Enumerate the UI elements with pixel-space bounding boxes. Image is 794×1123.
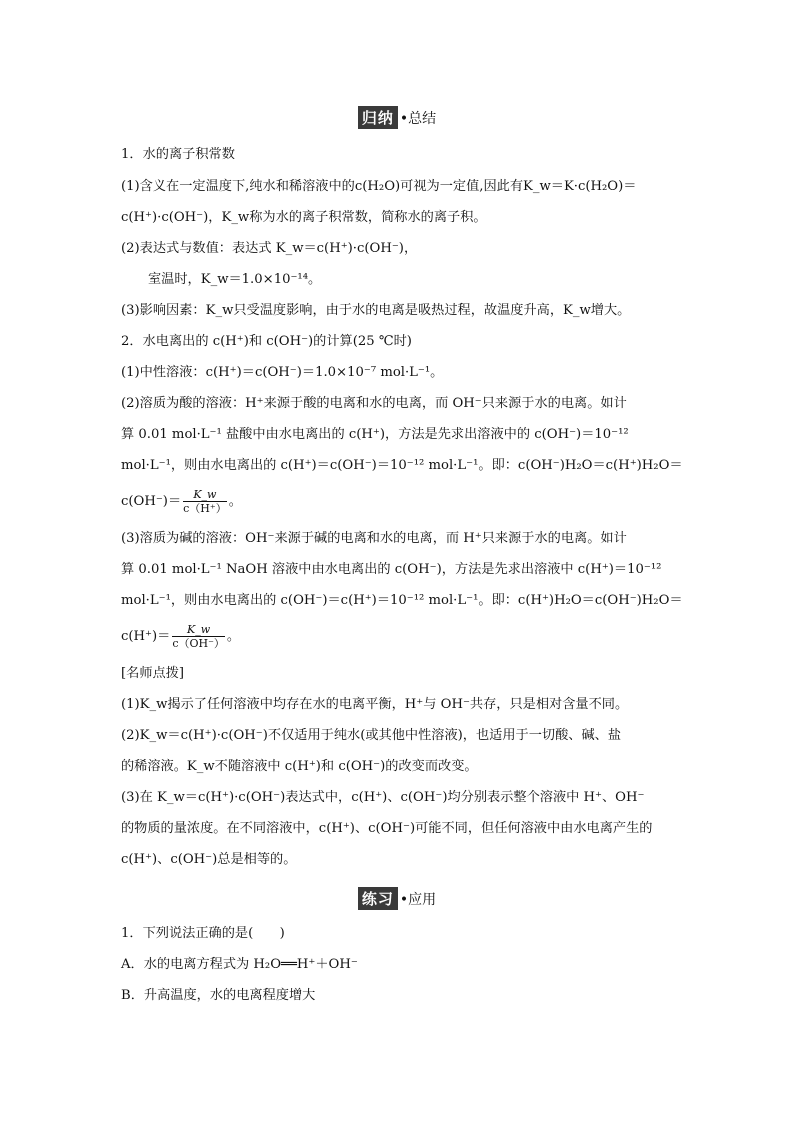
paragraph-line: (2)溶质为酸的溶液：H⁺来源于酸的电离和水的电离，而 OH⁻只来源于水的电离。如计 — [121, 396, 627, 411]
paragraph-line: (1)含义在一定温度下,纯水和稀溶液中的c(H₂O)可视为一定值,因此有K_w＝K·c(H₂O)＝ — [121, 179, 637, 194]
tip-label: [名师点拨] — [121, 666, 185, 681]
fraction — [183, 488, 227, 515]
topic-title-2: 2．水电离出的 c(H⁺)和 c(OH⁻)的计算(25 ℃时) — [121, 334, 412, 349]
paragraph-line: (3)影响因素：K_w只受温度影响，由于水的电离是吸热过程，故温度升高，K_w增大。 — [121, 303, 631, 318]
section-subtitle: •应用 — [399, 892, 437, 908]
formula-lhs: c(OH⁻)＝ — [121, 494, 182, 509]
section-heading-summary — [0, 106, 794, 129]
section-badge: 练习 — [358, 887, 398, 910]
fraction-denominator: c（OH⁻） — [172, 637, 225, 650]
fraction-numerator: K_w — [183, 488, 227, 502]
paragraph-line: mol·L⁻¹，则由水电离出的 c(OH⁻)＝c(H⁺)＝10⁻¹² mol·L⁻¹。即：c(H⁺)H₂O＝c(OH⁻)H₂O＝ — [121, 593, 683, 608]
paragraph-line: (3)在 K_w＝c(H⁺)·c(OH⁻)表达式中，c(H⁺)、c(OH⁻)均分别表示整个溶液中 H⁺、OH⁻ — [121, 790, 645, 805]
exercise-option-b: B．升高温度，水的电离程度增大 — [121, 988, 316, 1003]
fraction — [172, 623, 225, 650]
paragraph-line: (1)中性溶液：c(H⁺)＝c(OH⁻)＝1.0×10⁻⁷ mol·L⁻¹。 — [121, 365, 444, 380]
paragraph-line: 算 0.01 mol·L⁻¹ 盐酸中由水电离出的 c(H⁺)，方法是先求出溶液中的 c(OH⁻)＝10⁻¹² — [121, 427, 629, 442]
exercise-option-a: A．水的电离方程式为 H₂O══H⁺＋OH⁻ — [121, 957, 358, 972]
topic-title-1: 1．水的离子积常数 — [121, 147, 235, 162]
fraction-numerator: K_w — [172, 623, 225, 637]
formula-lhs: c(H⁺)＝ — [121, 629, 171, 644]
paragraph-line: c(H⁺)·c(OH⁻)，K_w称为水的离子积常数，简称水的离子积。 — [121, 210, 487, 225]
section-heading-practice — [0, 887, 794, 910]
paragraph-line: 室温时，K_w＝1.0×10⁻¹⁴。 — [148, 272, 322, 287]
paragraph-line: (1)K_w揭示了任何溶液中均存在水的电离平衡，H⁺与 OH⁻共存，只是相对含量不同。 — [121, 697, 629, 712]
paragraph-line: mol·L⁻¹，则由水电离出的 c(H⁺)＝c(OH⁻)＝10⁻¹² mol·L⁻¹。即：c(OH⁻)H₂O＝c(H⁺)H₂O＝ — [121, 458, 683, 473]
paragraph-line: 算 0.01 mol·L⁻¹ NaOH 溶液中由水电离出的 c(OH⁻)，方法是先求出溶液中 c(H⁺)＝10⁻¹² — [121, 562, 662, 577]
section-subtitle: •总结 — [399, 111, 437, 127]
paragraph-line: (2)K_w＝c(H⁺)·c(OH⁻)不仅适用于纯水(或其他中性溶液)，也适用于一切酸、碱、盐 — [121, 728, 622, 743]
formula-end: 。 — [226, 629, 241, 644]
paragraph-line: 的物质的量浓度。在不同溶液中，c(H⁺)、c(OH⁻)可能不同，但任何溶液中由水电离产生的 — [121, 821, 653, 836]
formula-line — [121, 488, 242, 515]
paragraph-line: c(H⁺)、c(OH⁻)总是相等的。 — [121, 852, 297, 867]
paragraph-line: (3)溶质为碱的溶液：OH⁻来源于碱的电离和水的电离，而 H⁺只来源于水的电离。如计 — [121, 531, 627, 546]
exercise-question: 1．下列说法正确的是( ) — [121, 926, 285, 941]
section-badge: 归纳 — [358, 106, 398, 129]
formula-line — [121, 623, 240, 650]
paragraph-line: (2)表达式与数值：表达式 K_w＝c(H⁺)·c(OH⁻)， — [121, 241, 418, 256]
formula-end: 。 — [228, 494, 242, 509]
fraction-denominator: c（H⁺） — [183, 502, 227, 515]
paragraph-line: 的稀溶液。K_w不随溶液中 c(H⁺)和 c(OH⁻)的改变而改变。 — [121, 759, 478, 774]
